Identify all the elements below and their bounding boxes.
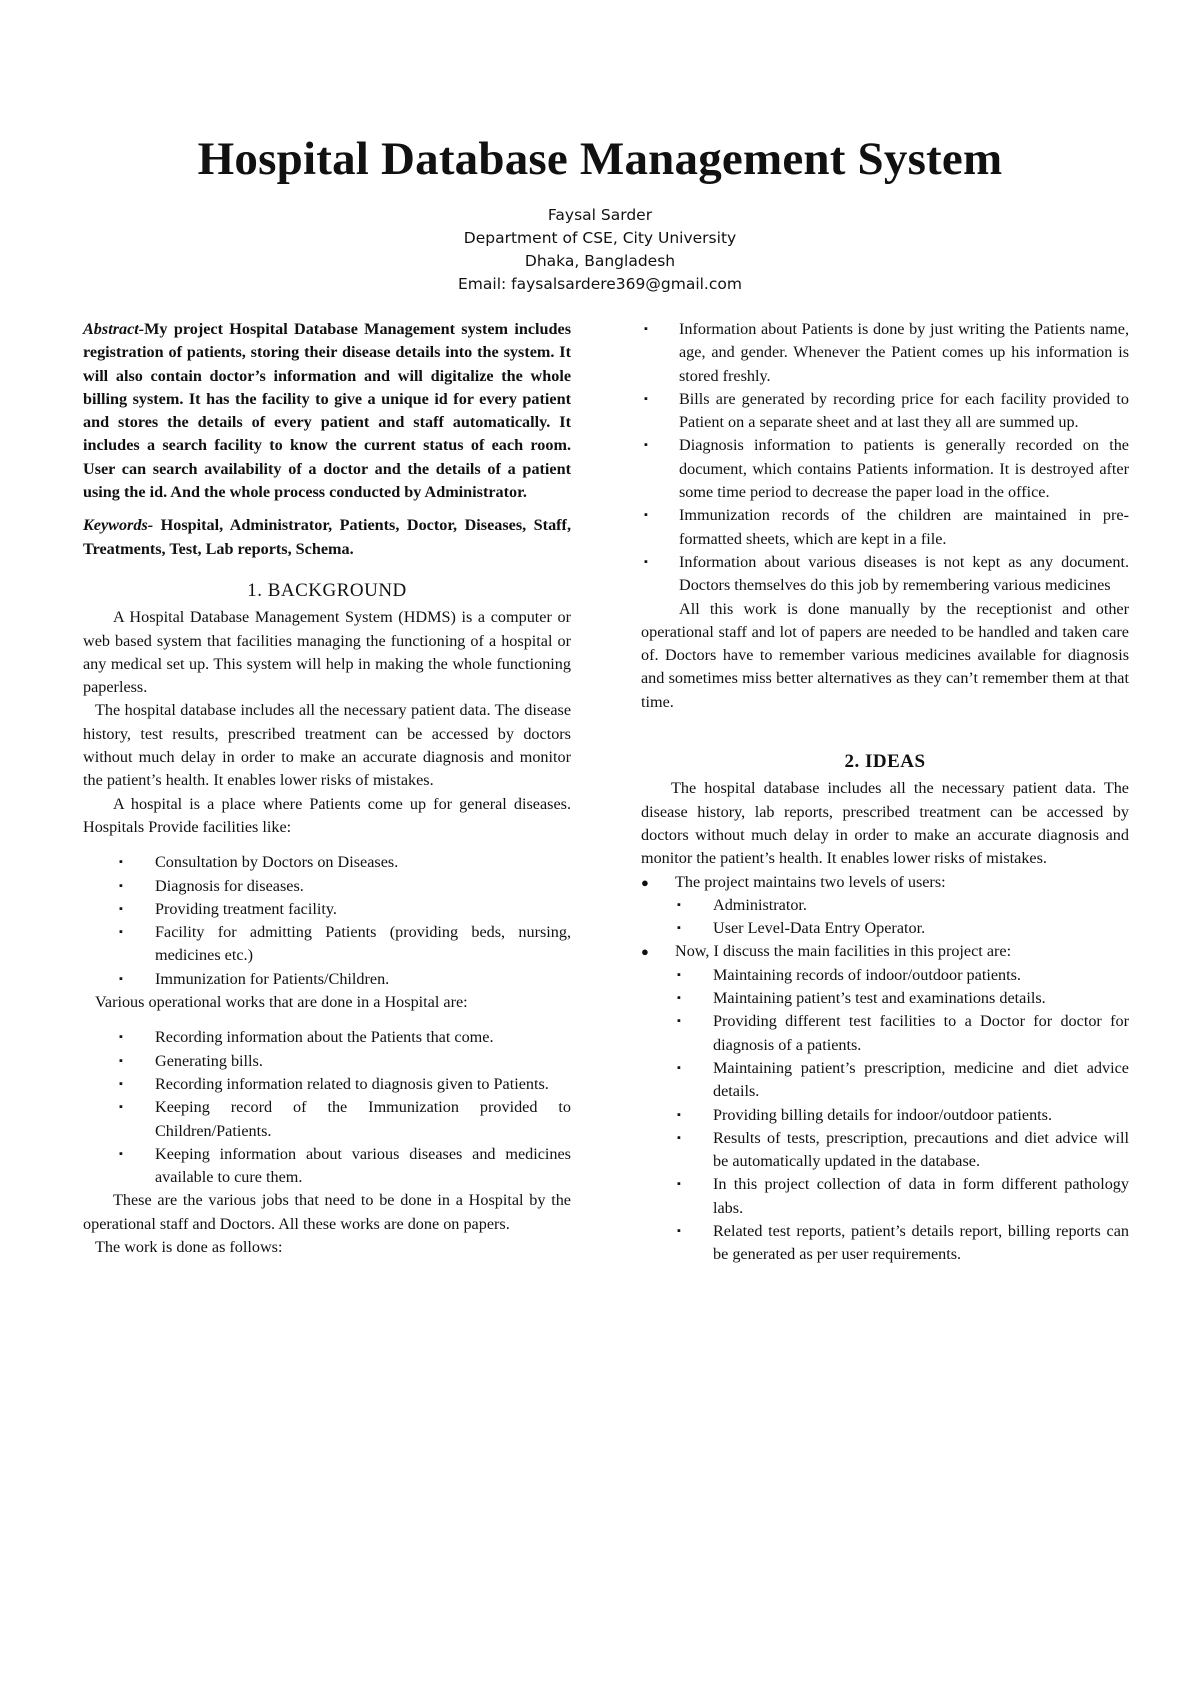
abstract-lead: Abstract- [83, 320, 145, 338]
user-levels-list [641, 894, 1129, 941]
square-bullet-icon: ▪ [677, 1108, 681, 1121]
list-item: ▪ Recording information about the Patients that come. [83, 1026, 571, 1049]
square-bullet-icon: ▪ [644, 509, 648, 522]
background-paragraph-1: A Hospital Database Management System (HDMS) is a computer or web based system that facilities managing the functioning of a hospital or any medical set up. This system will help in making the whole functioning paperless. [83, 608, 571, 697]
hospital-facilities-list [83, 851, 571, 991]
list-item: ▪ Information about Patients is done by just writing the Patients name, age, and gender. Whenever the Patient comes up his information is stored freshly. [644, 320, 1129, 385]
square-bullet-icon: ▪ [677, 968, 681, 981]
square-bullet-icon: ▪ [119, 1101, 123, 1114]
list-item: ▪ Providing different test facilities to a Doctor for doctor for diagnosis of a patients. [677, 1012, 1129, 1054]
square-bullet-icon: ▪ [677, 922, 681, 935]
operational-works-list [83, 1026, 571, 1189]
ideas-main-list [641, 871, 1129, 1267]
list-item: ▪ Related test reports, patient’s details report, billing reports can be generated as per user requirements. [677, 1221, 1129, 1264]
square-bullet-icon: ▪ [677, 898, 681, 911]
spacer [641, 714, 1129, 732]
background-paragraph-5: These are the various jobs that need to be done in a Hospital by the operational staff and Doctors. All these works are done on papers. [83, 1191, 571, 1233]
section-heading-ideas: 2. IDEAS [844, 751, 926, 773]
square-bullet-icon: ▪ [119, 902, 123, 915]
list-item: ▪ Diagnosis information to patients is generally recorded on the document, which contains Patients information. It is destroyed after some time period to decrease the paper load in the office. [644, 436, 1129, 502]
list-item [641, 940, 1129, 1266]
square-bullet-icon: ▪ [677, 992, 681, 1005]
square-bullet-icon: ▪ [119, 1031, 123, 1044]
right-column [641, 318, 1129, 1267]
list-item: ▪ Keeping information about various diseases and medicines available to cure them. [119, 1144, 571, 1187]
square-bullet-icon: ▪ [644, 323, 648, 335]
background-paragraph-2: The hospital database includes all the necessary patient data. The disease history, test results, prescribed treatment can be accessed by doctors without much delay in order to make an accurate diagnosis and monitor the patient’s health. It enables lower risks of mistakes. [83, 701, 571, 790]
list-item [641, 871, 1129, 941]
round-bullet-icon: ● [641, 944, 649, 960]
square-bullet-icon: ▪ [119, 1077, 123, 1090]
abstract-text: My project Hospital Database Management system includes registration of patients, storing their disease details into the system. It will also contain doctor’s information and will digitalize the whole billing system. It has the facility to give a unique id for every patient and stores the details of every patient and staff automatically. It includes a search facility to know the current status of each room. User can search availability of a doctor and the details of a patient using the id. And the whole process conducted by Administrator. [83, 320, 571, 502]
list-item: ▪ Maintaining patient’s prescription, medicine and diet advice details. [677, 1058, 1129, 1101]
square-bullet-icon: ▪ [644, 555, 648, 568]
section-heading-background: 1. BACKGROUND [247, 579, 407, 601]
square-bullet-icon: ▪ [677, 1178, 681, 1191]
keywords [83, 514, 571, 561]
abstract [83, 318, 571, 504]
square-bullet-icon: ▪ [119, 856, 123, 869]
list-item: ▪ Generating bills. [83, 1050, 571, 1073]
list-item: ▪ Immunization records of the children are maintained in pre-formatted sheets, which are kept in a file. [644, 506, 1129, 548]
author-location: Dhaka, Bangladesh [524, 252, 676, 270]
list-item: ▪ Administrator. [641, 894, 1129, 917]
square-bullet-icon: ▪ [677, 1015, 681, 1028]
square-bullet-icon: ▪ [677, 1131, 681, 1144]
list-item: ▪ Maintaining records of indoor/outdoor patients. [641, 964, 1129, 987]
list-item: ▪ Providing billing details for indoor/outdoor patients. [641, 1104, 1129, 1127]
square-bullet-icon: ▪ [644, 392, 648, 405]
list-item: ▪ User Level-Data Entry Operator. [641, 917, 1129, 940]
list-item: ▪ Maintaining patient’s test and examinations details. [641, 987, 1129, 1010]
list-item: ▪ Facility for admitting Patients (providing beds, nursing, medicines etc.) [119, 923, 571, 965]
square-bullet-icon: ▪ [119, 1147, 123, 1160]
square-bullet-icon: ▪ [677, 1061, 681, 1074]
square-bullet-icon: ▪ [644, 439, 648, 452]
list-item: ▪ Information about various diseases is not kept as any document. Doctors themselves do this job by remembering various medicines [644, 552, 1129, 595]
square-bullet-icon: ▪ [119, 972, 123, 985]
project-facilities-list [641, 964, 1129, 1267]
list-item: ▪ Bills are generated by recording price for each facility provided to Patient on a separate sheet and at last they all are summed up. [644, 389, 1129, 432]
facilities-intro: Now, I discuss the main facilities in this project are: [675, 942, 1012, 961]
background-paragraph-3: A hospital is a place where Patients come up for general diseases. Hospitals Provide facilities like: [83, 794, 571, 836]
levels-intro: The project maintains two levels of users: [675, 872, 946, 891]
left-column [83, 318, 571, 1259]
list-item: ▪ Recording information related to diagnosis given to Patients. [83, 1073, 571, 1096]
round-bullet-icon: ● [641, 874, 649, 890]
paper-title: Hospital Database Management System [197, 133, 1003, 185]
square-bullet-icon: ▪ [119, 879, 123, 892]
list-item: ▪ Consultation by Doctors on Diseases. [83, 851, 571, 874]
background-paragraph-7: All this work is done manually by the receptionist and other operational staff and lot of papers are needed to be handled and taken care of. Doctors have to remember various medicines available for diagnosis and sometimes miss better alternatives as they can’t remember them at that time. [641, 599, 1129, 711]
author-email: Email: faysalsardere369@gmail.com [458, 275, 742, 293]
author-block [0, 204, 1200, 296]
list-item: ▪ In this project collection of data in form different pathology labs. [677, 1175, 1129, 1217]
square-bullet-icon: ▪ [119, 926, 123, 939]
square-bullet-icon: ▪ [119, 1054, 123, 1067]
author-name: Faysal Sarder [547, 206, 653, 224]
work-process-list [641, 318, 1129, 598]
list-item: ▪ Results of tests, prescription, precautions and diet advice will be automatically updated in the database. [677, 1128, 1129, 1171]
list-item: ▪ Diagnosis for diseases. [83, 875, 571, 898]
list-item: ▪ Keeping record of the Immunization provided to Children/Patients. [119, 1098, 571, 1140]
square-bullet-icon: ▪ [677, 1224, 681, 1237]
author-department: Department of CSE, City University [463, 229, 737, 247]
background-paragraph-6: The work is done as follows: [95, 1237, 283, 1256]
keywords-lead: Keywords- [83, 516, 154, 535]
ideas-paragraph-1: The hospital database includes all the necessary patient data. The disease history, lab reports, prescribed treatment can be accessed by doctors without much delay in order to make an accurate diagnosis and monitor the patient’s health. It enables lower risks of mistakes. [641, 779, 1129, 868]
list-item: ▪ Immunization for Patients/Children. [83, 968, 571, 991]
keywords-text: Hospital, Administrator, Patients, Doctor, Diseases, Staff, Treatments, Test, Lab reports, Schema. [83, 516, 571, 558]
background-paragraph-4: Various operational works that are done in a Hospital are: [95, 993, 468, 1012]
list-item: ▪ Providing treatment facility. [83, 898, 571, 921]
